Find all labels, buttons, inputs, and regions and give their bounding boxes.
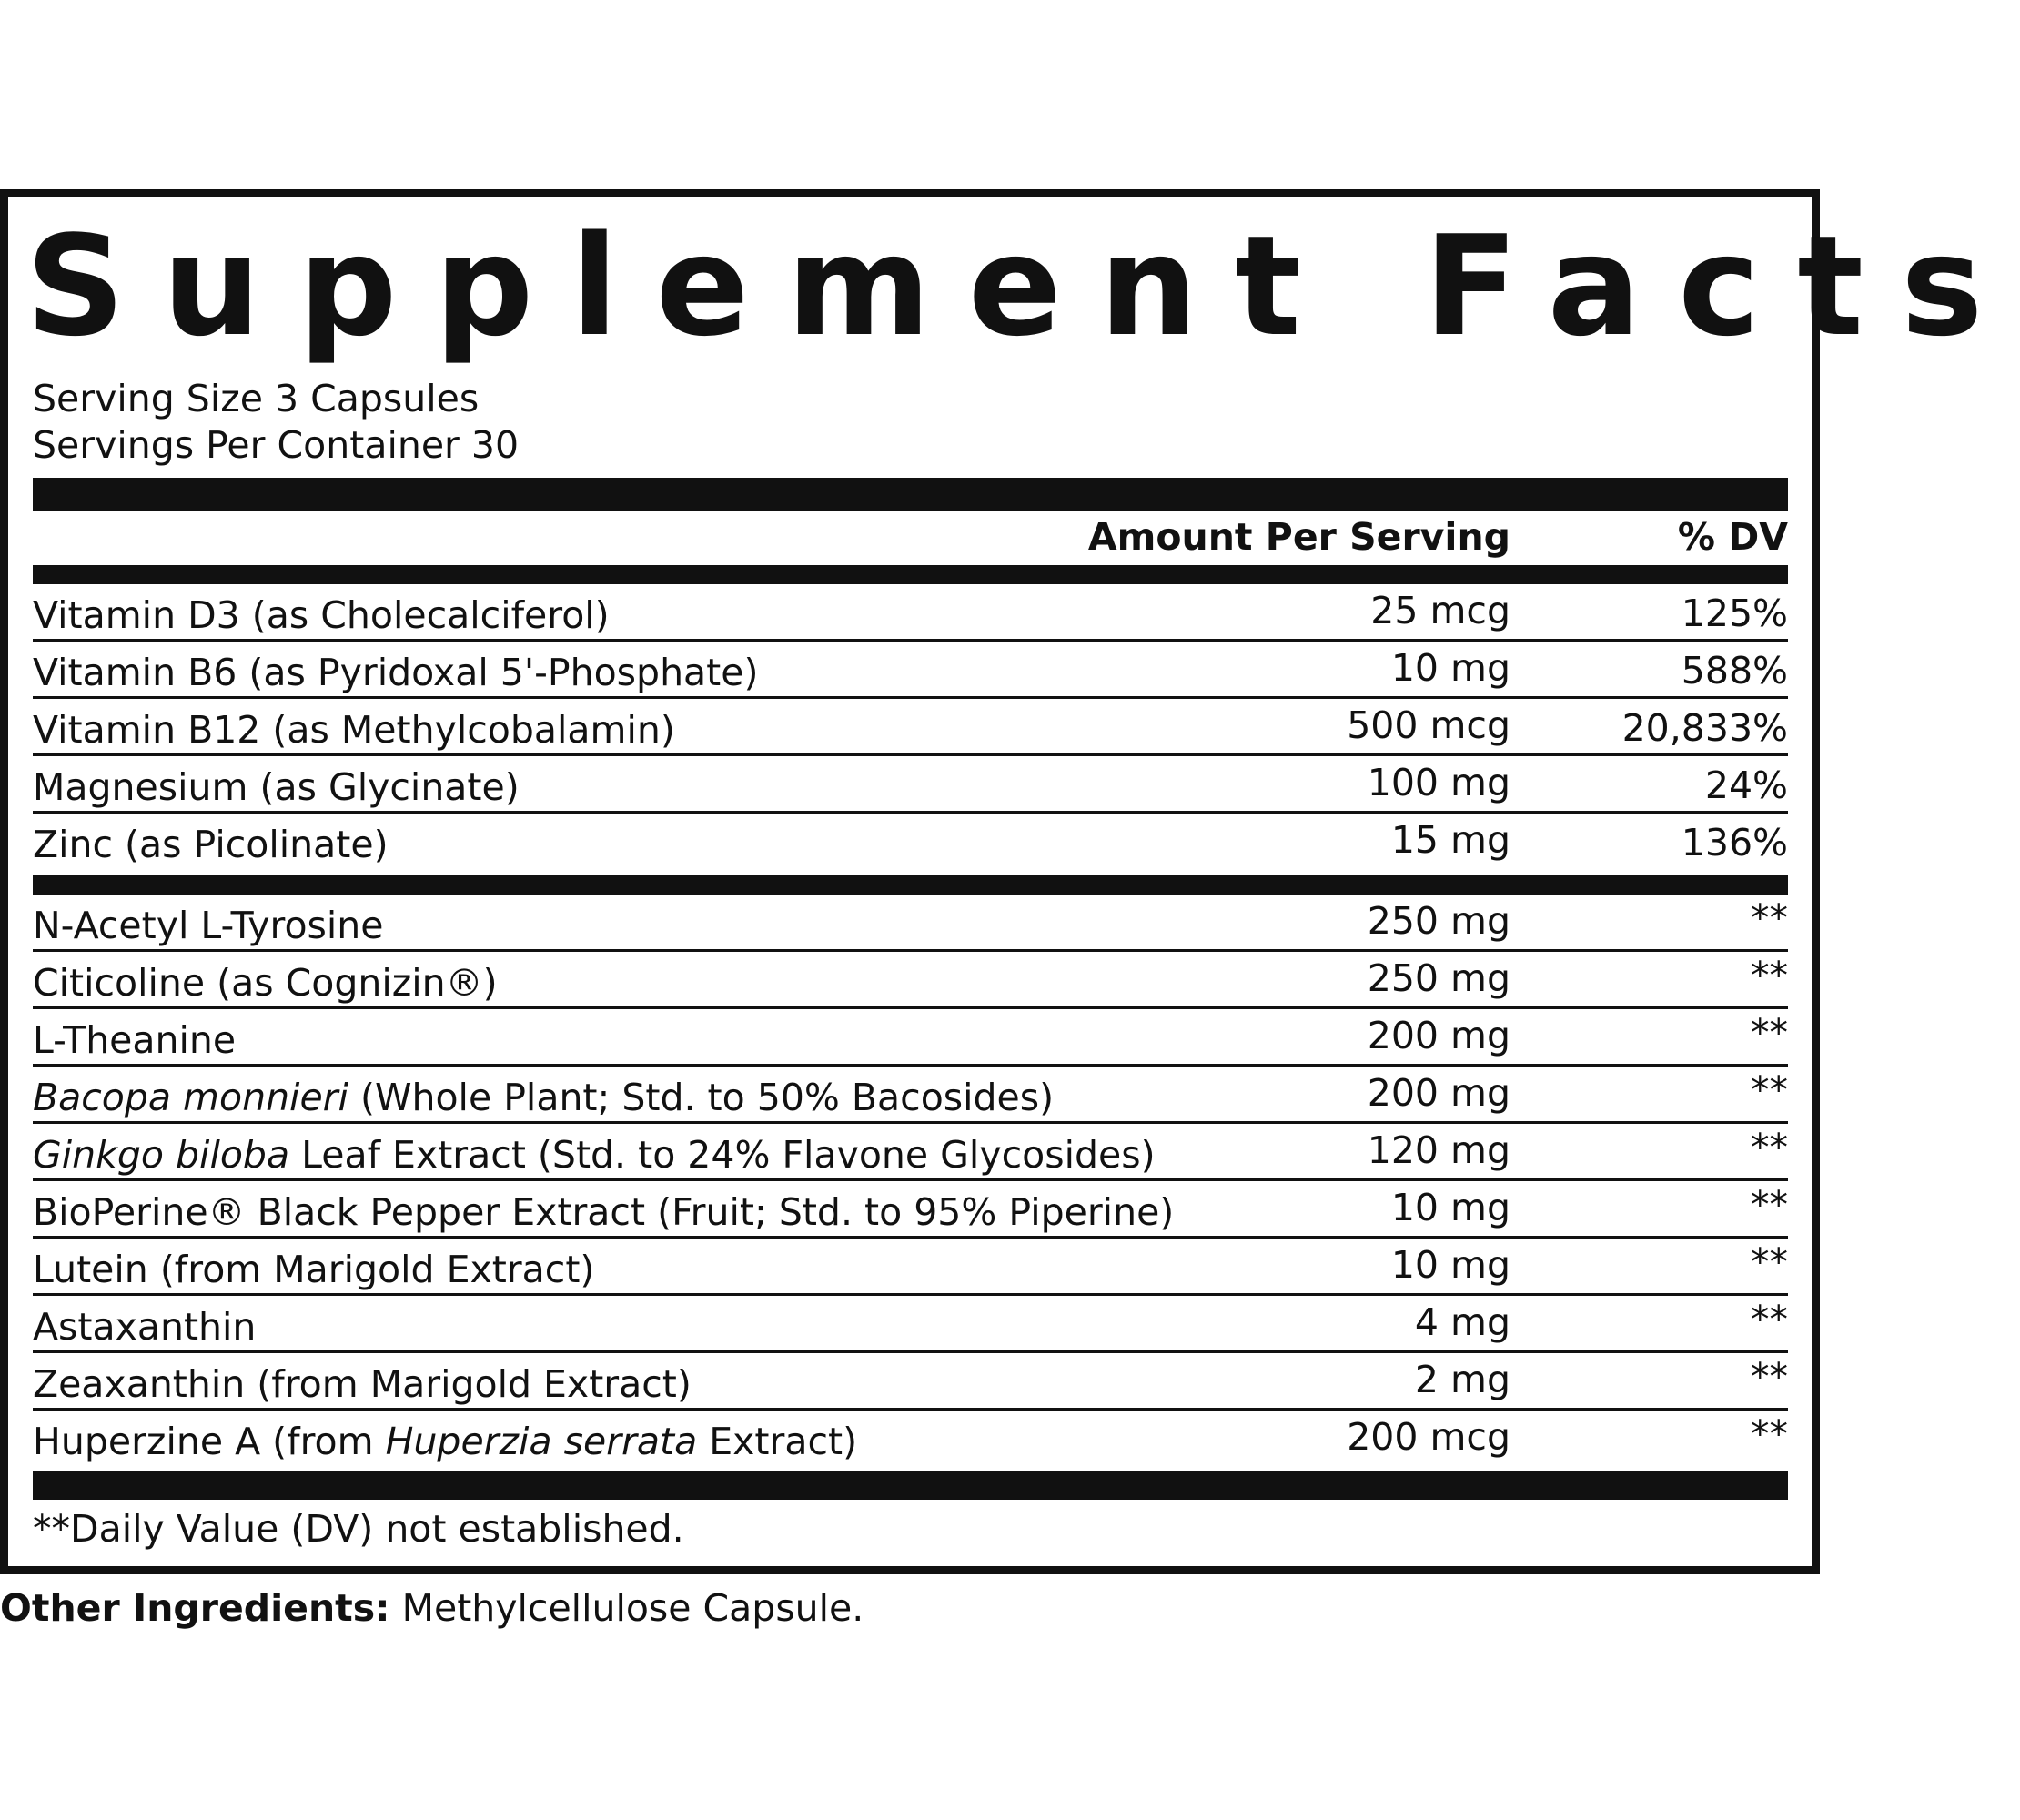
thick-divider-top [33,478,1788,511]
ingredient-dv: ** [1751,954,1788,997]
daily-value-header: % DV [1677,515,1788,559]
ingredient-name-prefix: Huperzine A (from [33,1420,386,1463]
table-row [33,1009,1788,1067]
thick-divider-header [33,565,1788,584]
table-row [33,895,1788,952]
ingredient-dv: ** [1751,1068,1788,1112]
amount-per-serving-header: Amount Per Serving [1087,515,1510,559]
ingredient-name [33,1415,857,1468]
ingredient-name: Citicoline (as Cognizin®) [33,961,498,1005]
ingredient-name: BioPerine® Black Pepper Extract (Fruit; Std. to 95% Piperine) [33,1190,1175,1234]
ingredient-name-italic: Bacopa monnieri [33,1076,348,1119]
nutrient-amount: 100 mg [1367,761,1510,804]
daily-value-footnote: **Daily Value (DV) not established. [33,1507,684,1551]
table-row [33,814,1788,871]
table-row [33,584,1788,642]
ingredient-name-rest: (Whole Plant; Std. to 50% Bacosides) [348,1076,1055,1119]
ingredient-amount: 10 mg [1390,1186,1510,1229]
ingredients-table [33,895,1788,1468]
ingredient-name-rest: Leaf Extract (Std. to 24% Flavone Glycosides) [289,1133,1156,1177]
ingredient-amount: 4 mg [1414,1300,1510,1344]
table-row [33,1296,1788,1353]
nutrient-amount: 15 mg [1390,818,1510,862]
nutrient-name: Magnesium (as Glycinate) [33,765,520,809]
servings-per-container: Servings Per Container 30 [33,423,520,467]
nutrient-amount: 10 mg [1390,646,1510,690]
table-row [33,1181,1788,1239]
table-row [33,699,1788,756]
nutrient-name: Vitamin B6 (as Pyridoxal 5'-Phosphate) [33,651,759,694]
ingredient-name-italic: Ginkgo biloba [33,1133,290,1177]
ingredient-name [33,1128,1156,1181]
ingredient-name [33,1071,1054,1124]
thick-divider-bottom [33,1471,1788,1500]
ingredient-amount: 10 mg [1390,1243,1510,1287]
table-row [33,1124,1788,1181]
ingredient-name: Astaxanthin [33,1305,257,1349]
ingredient-name: Zeaxanthin (from Marigold Extract) [33,1362,692,1406]
thick-divider-middle [33,875,1788,895]
nutrient-name: Vitamin B12 (as Methylcobalamin) [33,708,675,752]
other-ingredients [0,1582,864,1634]
ingredient-amount: 120 mg [1367,1128,1510,1172]
ingredient-amount: 2 mg [1414,1358,1510,1401]
nutrient-dv: 125% [1681,592,1788,635]
ingredient-dv: ** [1751,1298,1788,1341]
ingredient-dv: ** [1751,1412,1788,1456]
ingredient-amount: 250 mg [1367,899,1510,943]
table-row [33,642,1788,699]
nutrient-name: Zinc (as Picolinate) [33,823,389,866]
nutrient-dv: 136% [1681,821,1788,864]
vitamins-table [33,584,1788,871]
ingredient-name: L-Theanine [33,1018,237,1062]
table-row [33,1353,1788,1410]
nutrient-dv: 20,833% [1621,706,1788,750]
ingredient-amount: 200 mg [1367,1071,1510,1115]
panel-title: Supplement Facts [25,206,2020,367]
nutrient-dv: 24% [1704,763,1788,807]
nutrient-name: Vitamin D3 (as Cholecalciferol) [33,593,610,637]
other-ingredients-value: Methylcellulose Capsule. [389,1586,864,1630]
ingredient-amount: 250 mg [1367,956,1510,1000]
ingredient-dv: ** [1751,1011,1788,1055]
ingredient-dv: ** [1751,1183,1788,1227]
ingredient-amount: 200 mcg [1347,1415,1510,1459]
ingredient-name-suffix: Extract) [697,1420,858,1463]
ingredient-dv: ** [1751,1355,1788,1399]
ingredient-name: Lutein (from Marigold Extract) [33,1248,595,1291]
table-row [33,1067,1788,1124]
serving-size: Serving Size 3 Capsules [33,377,480,420]
table-row [33,1239,1788,1296]
ingredient-name-italic: Huperzia serrata [385,1420,698,1463]
nutrient-amount: 500 mcg [1347,703,1510,747]
table-row [33,1410,1788,1468]
nutrient-amount: 25 mcg [1370,589,1510,632]
ingredient-dv: ** [1751,1126,1788,1169]
ingredient-dv: ** [1751,896,1788,940]
ingredient-amount: 200 mg [1367,1014,1510,1057]
other-ingredients-label: Other Ingredients: [0,1586,390,1630]
table-row [33,952,1788,1009]
nutrient-dv: 588% [1681,649,1788,693]
table-row [33,756,1788,814]
ingredient-name: N-Acetyl L-Tyrosine [33,904,384,947]
ingredient-dv: ** [1751,1240,1788,1284]
